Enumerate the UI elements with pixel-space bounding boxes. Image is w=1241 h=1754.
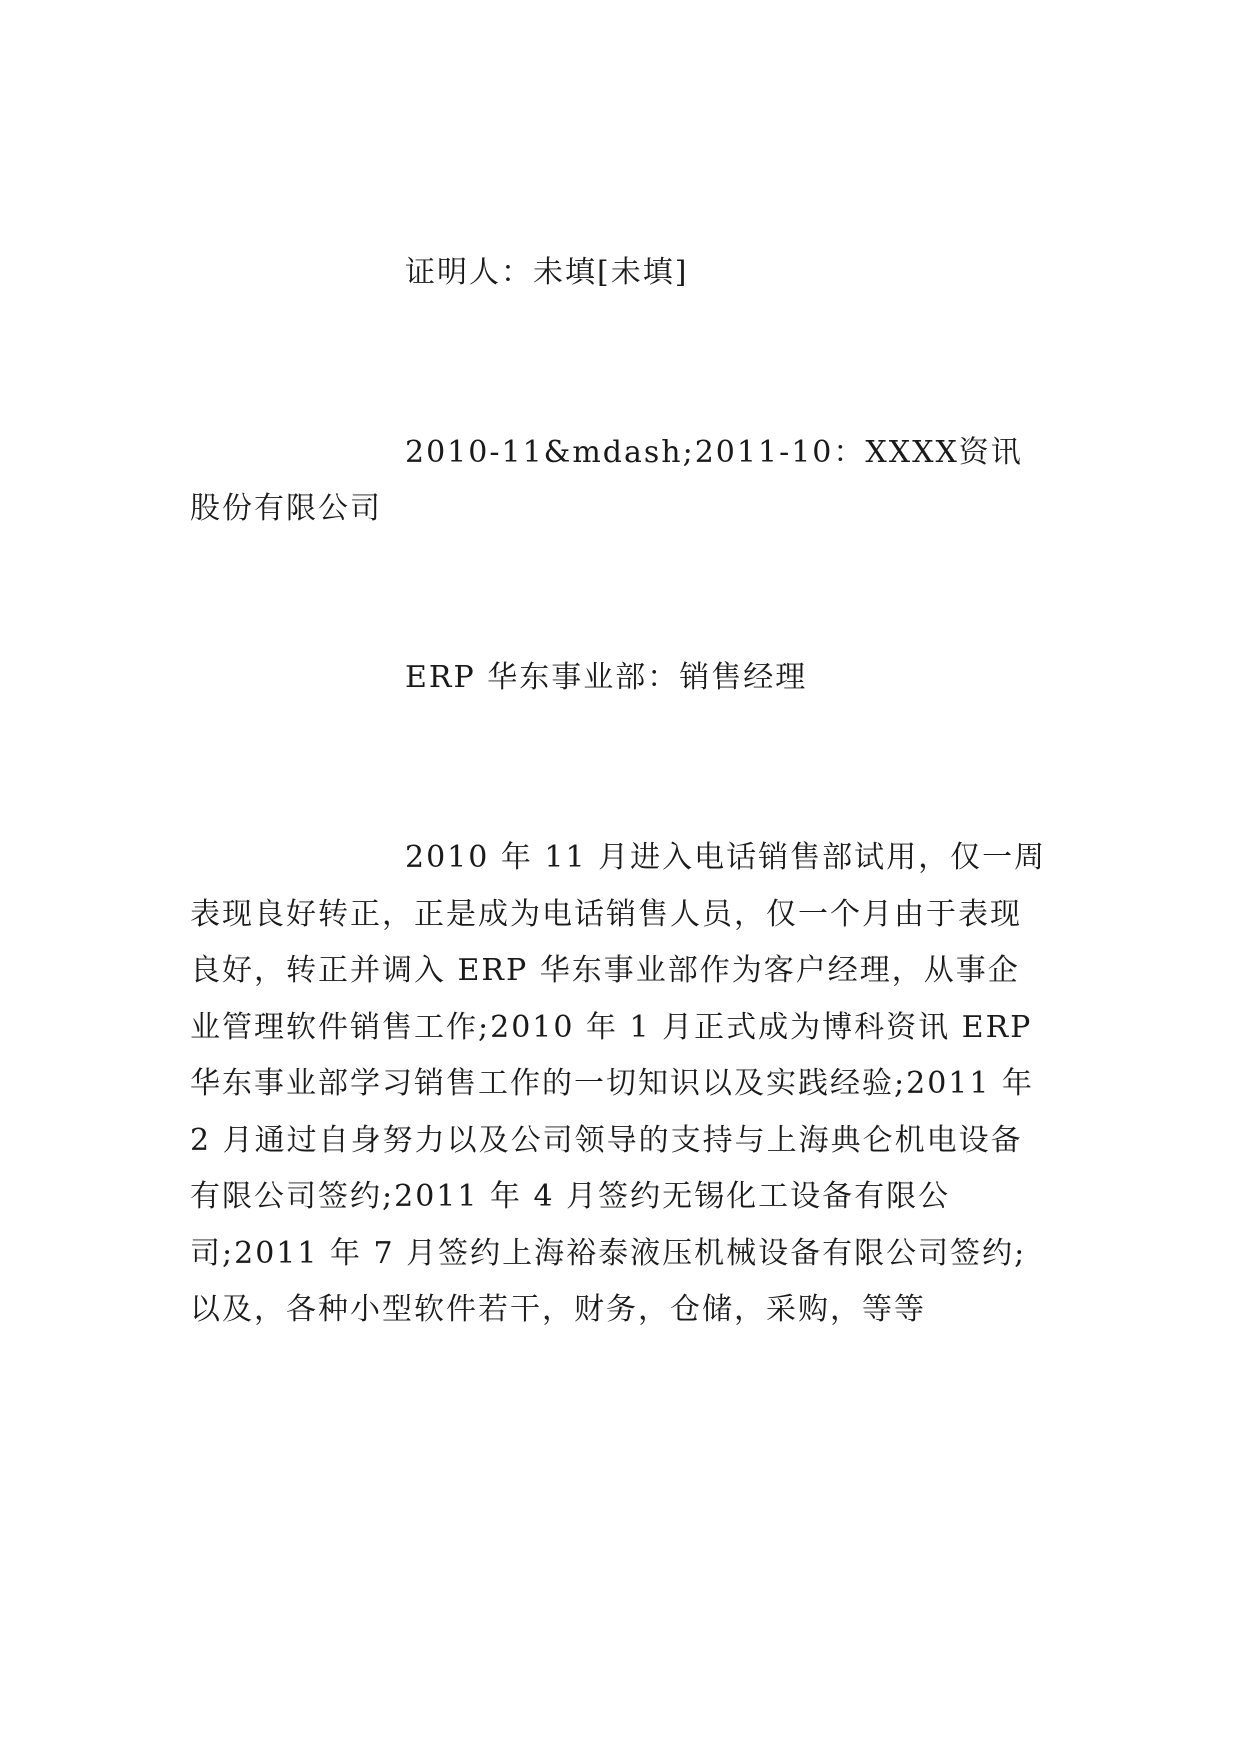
department-role: ERP 华东事业部：销售经理 (405, 660, 808, 695)
job-description: 2010 年 11 月进入电话销售部试用，仅一周表现良好转正，正是成为电话销售人员，仅一个月由于表现良好，转正并调入 ERP 华东事业部作为客户经理，从事企业管理软件销售工作;2010 年 1 月正式成为博科资讯 ERP 华东事业部学习销售工作的一切知识以及实践经验;2011 年 2 月通过自身努力以及公司领导的支持与上海典仑机电设备有限公司签约;2011 年 4 月签约无锡化工设备有限公司;2011 年 7 月签约上海裕泰液压机械设备有限公司签约;以及，各种小型软件若干，财务，仓储，采购，等等 (190, 840, 1047, 1327)
witness-line: 证明人：未填[未填] (405, 255, 689, 290)
employment-period: 2010-11&mdash;2011-10：XXXX资讯股份有限公司 (190, 435, 1023, 526)
